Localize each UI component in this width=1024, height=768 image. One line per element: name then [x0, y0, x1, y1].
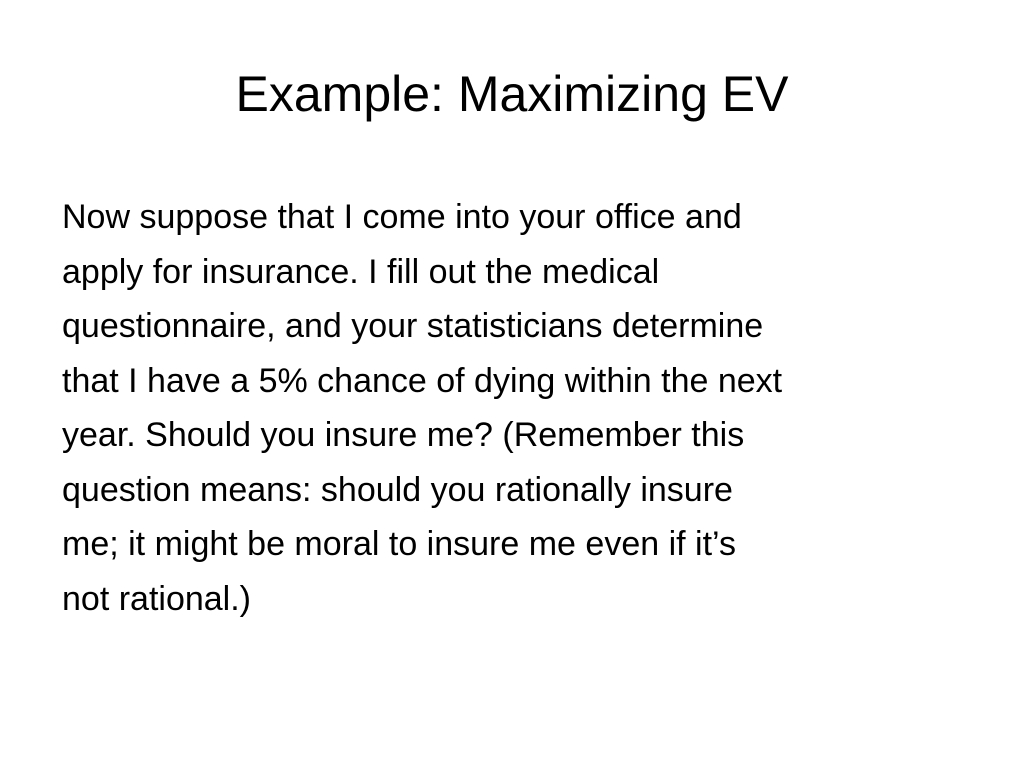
- body-line: that I have a 5% chance of dying within the next: [62, 361, 783, 400]
- body-line: Now suppose that I come into your office and: [62, 198, 742, 236]
- slide-title: Example: Maximizing EV: [235, 66, 789, 122]
- slide-body: [62, 190, 962, 626]
- body-line: apply for insurance. I fill out the medical: [62, 252, 660, 291]
- body-line: questionnaire, and your statisticians determine: [62, 307, 764, 345]
- body-line: question means: should you rationally insure: [62, 470, 733, 509]
- body-line: not rational.): [62, 579, 251, 618]
- body-line: year. Should you insure me? (Remember this: [62, 416, 745, 454]
- body-line: me; it might be moral to insure me even if it’s: [62, 525, 736, 563]
